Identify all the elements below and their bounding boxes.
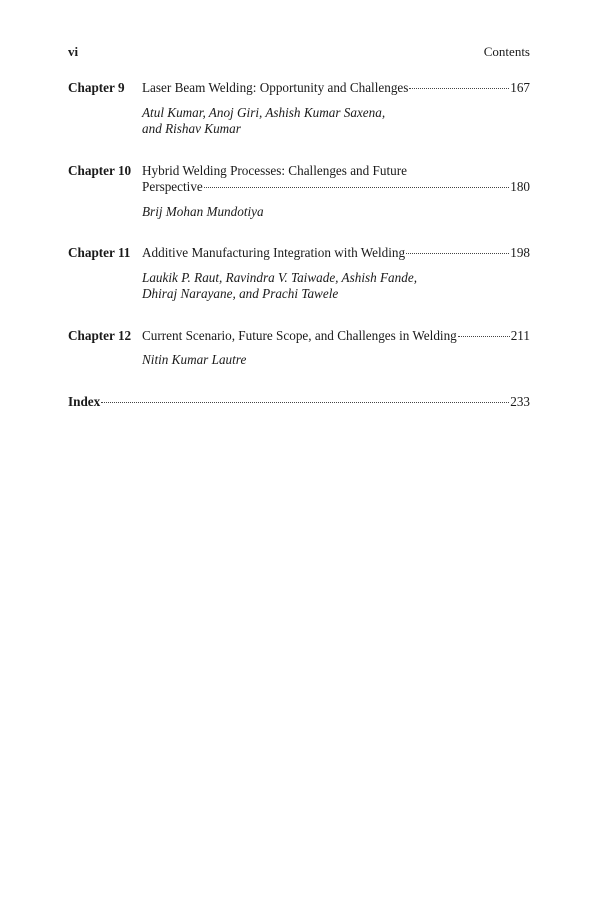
author-line: and Rishav Kumar — [142, 121, 241, 136]
chapter-title[interactable]: Current Scenario, Future Scope, and Challenges in Welding — [142, 327, 457, 343]
page-number[interactable]: 180 — [510, 179, 530, 194]
chapter-title[interactable]: Additive Manufacturing Integration with Welding — [142, 245, 406, 260]
page-number[interactable]: 167 — [510, 80, 530, 95]
author-line: Laukik P. Raut, Ravindra V. Taiwade, Ashish Fande, — [142, 269, 417, 285]
author-line: Atul Kumar, Anoj Giri, Ashish Kumar Saxena, — [142, 104, 386, 120]
chapter-authors — [142, 352, 530, 369]
chapter-label: Chapter 10 — [68, 162, 132, 178]
page-folio: vi — [68, 44, 79, 59]
chapter-title[interactable]: Hybrid Welding Processes: Challenges and Future — [142, 162, 407, 178]
table-of-contents — [68, 80, 530, 410]
author-line: Nitin Kumar Lautre — [142, 352, 247, 367]
dot-leader — [406, 253, 509, 254]
section-title: Contents — [483, 44, 530, 59]
page-number[interactable]: 198 — [510, 245, 530, 260]
chapter-label: Chapter 9 — [68, 80, 125, 95]
chapter-authors — [142, 204, 530, 221]
page-number[interactable]: 233 — [510, 393, 530, 409]
chapter-label: Chapter 12 — [68, 327, 132, 343]
toc-entry-chapter-10 — [68, 163, 530, 221]
chapter-label: Chapter 11 — [68, 245, 131, 260]
index-label[interactable]: Index — [68, 393, 101, 409]
dot-leader — [458, 336, 510, 337]
chapter-authors — [142, 270, 530, 303]
dot-leader — [204, 187, 509, 188]
dot-leader — [409, 88, 509, 89]
chapter-title[interactable]: Laser Beam Welding: Opportunity and Challenges — [142, 80, 409, 95]
running-head — [68, 44, 530, 62]
author-line: Dhiraj Narayane, and Prachi Tawele — [142, 286, 339, 301]
chapter-title-continued[interactable]: Perspective — [142, 179, 203, 194]
toc-entry-chapter-9 — [68, 80, 530, 138]
toc-entry-chapter-11 — [68, 245, 530, 303]
toc-entry-index — [68, 394, 530, 411]
toc-entry-chapter-12 — [68, 328, 530, 369]
page-number[interactable]: 211 — [510, 327, 530, 343]
chapter-authors — [142, 105, 530, 138]
dot-leader — [101, 402, 509, 403]
author-line: Brij Mohan Mundotiya — [142, 203, 264, 219]
page — [68, 0, 530, 905]
